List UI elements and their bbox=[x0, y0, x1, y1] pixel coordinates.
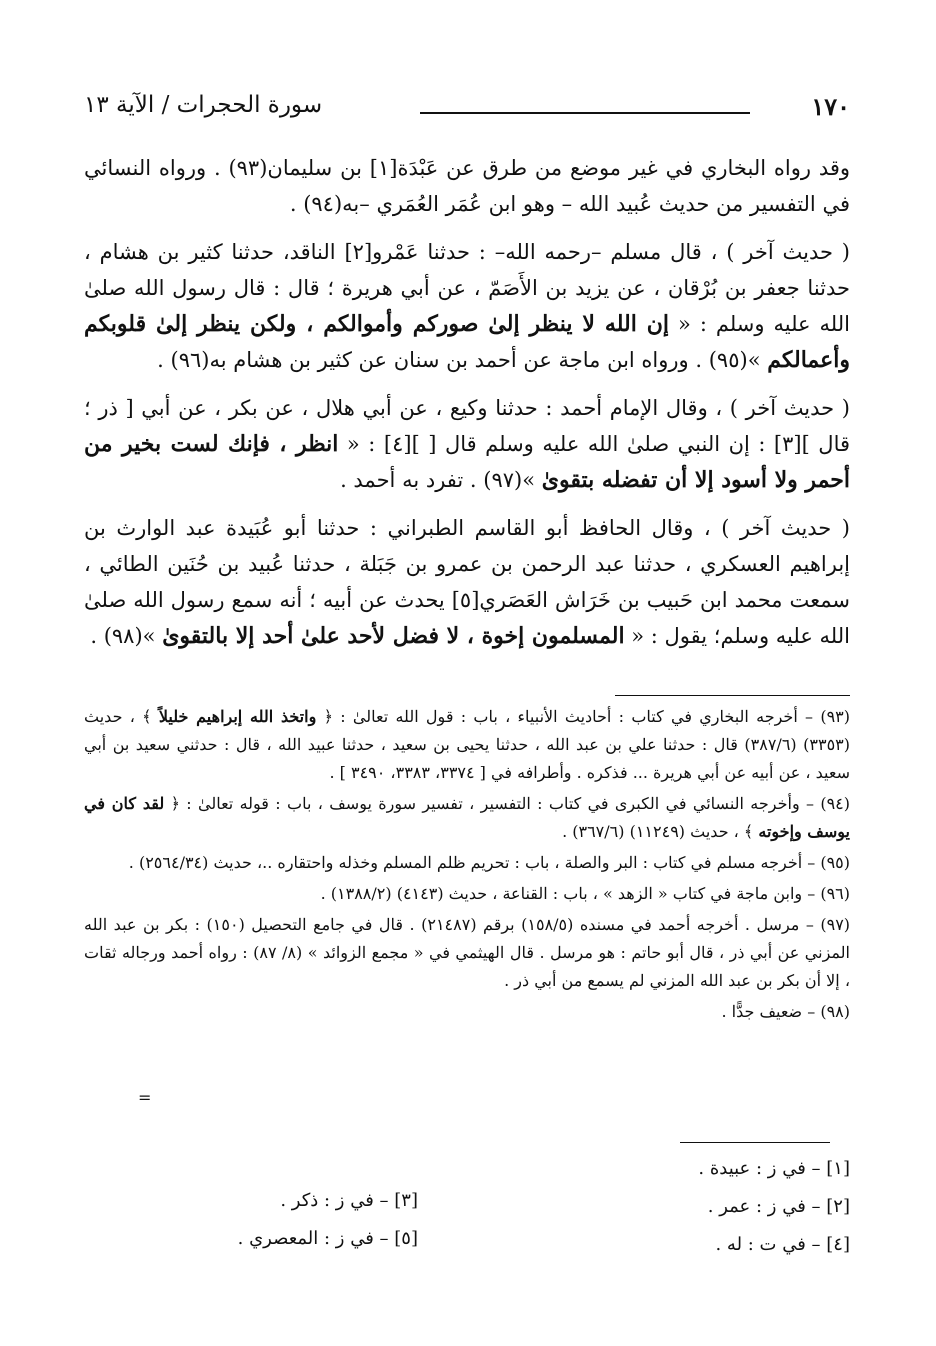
surah-reference: سورة الحجرات / الآية ١٣ bbox=[84, 92, 323, 118]
text-run: ﴾ ، حديث (٣٣٥٣) (٣٨٧/٦) قال : حدثنا علي بن عبد الله ، حدثنا يحيى بن سعيد ، حدثنا عبيد الله ، قال : حدثني سعيد بن أبي سعيد ، عن أبيه عن أبي هريرة ... فذكره . وأطرافه في [ ٣٣٧٤، ٣٣٨٣، ٣٤٩٠ ] . bbox=[84, 707, 850, 782]
paragraph bbox=[84, 150, 850, 222]
variant-note: [٥] – في ز : المعصري . bbox=[237, 1228, 418, 1249]
text-run: ﴾ ، حديث (١١٢٤٩) (٣٦٧/٦) . bbox=[562, 822, 759, 841]
text-run: [٥] bbox=[451, 588, 480, 612]
variant-note: [٣] – في ز : ذكر . bbox=[280, 1190, 418, 1211]
text-run: [٢] bbox=[344, 240, 373, 264]
footnote bbox=[84, 998, 850, 1026]
footnote bbox=[84, 849, 850, 877]
variant-note: [١] – في ز : عبيدة . bbox=[698, 1158, 850, 1179]
footnotes bbox=[84, 703, 850, 1029]
emphasized-text: انظر ، فإنك لست بخير من أحمر ولا أسود إلا أن تفضله بتقوىٰ bbox=[84, 431, 850, 493]
text-run: (٩٧) bbox=[483, 468, 523, 492]
text-run: (٩٤) – وأخرجه النسائي في الكبرى في كتاب : التفسير ، تفسير سورة يوسف ، باب : قوله تعالىٰ : ﴿ bbox=[164, 794, 851, 813]
header-rule bbox=[420, 112, 750, 114]
text-run: . ورواه ابن ماجة عن أحمد بن سنان عن كثير بن هشام به bbox=[209, 348, 709, 372]
text-run: » bbox=[747, 348, 768, 372]
text-run: (٩٨) bbox=[103, 624, 143, 648]
text-run: ( حديث آخر ) ، قال مسلم –رحمه الله– : حدثنا عَمْرو bbox=[372, 240, 850, 264]
text-run: . bbox=[289, 192, 304, 216]
text-run: (٩٤) bbox=[303, 192, 343, 216]
paragraph bbox=[84, 390, 850, 498]
page-header bbox=[84, 92, 850, 132]
text-run: (٩٥) bbox=[708, 348, 748, 372]
footnote-separator bbox=[615, 695, 850, 696]
text-run: » bbox=[522, 468, 542, 492]
text-run: وقد رواه البخاري في غير موضع من طرق عن عَبْدَة bbox=[397, 156, 851, 180]
text-run: (٩٣) – أخرجه البخاري في كتاب : أحاديث الأنبياء ، باب : قول الله تعالىٰ : ﴿ bbox=[316, 707, 850, 726]
stray-mark: = bbox=[138, 1088, 152, 1107]
footnote bbox=[84, 880, 850, 908]
text-run: . ورواه النسائي في التفسير من حديث عُبيد الله – وهو ابن عُمَر العُمَري –به bbox=[84, 156, 850, 216]
text-run: » bbox=[142, 624, 163, 648]
text-run: : « bbox=[338, 432, 384, 456]
paragraph bbox=[84, 510, 850, 654]
text-run: : إن النبي صلىٰ الله عليه وسلم قال [ ] bbox=[411, 432, 774, 456]
emphasized-text: لقد كان في يوسف وإخوته bbox=[84, 794, 850, 841]
variants-separator bbox=[680, 1142, 830, 1143]
text-run: [٣] bbox=[773, 432, 802, 456]
text-run: (٩٣) bbox=[228, 156, 268, 180]
text-run: (٩٦) – وابن ماجة في كتاب « الزهد » ، باب : القناعة ، حديث (٤١٤٣) (١٣٨٨/٢) . bbox=[320, 884, 850, 903]
page-number: ١٧٠ bbox=[811, 92, 850, 121]
text-run: (٩٧) – مرسل . أخرجه أحمد في مسنده (١٥٨/٥) برقم (٢١٤٨٧) . قال في جامع التحصيل (١٥٠) : بكر بن عبد الله المزني عن أبي ذر ، قال أبو حاتم : هو مرسل . قال الهيثمي في « مجمع الزوائد » (٨/ ٨٧) : رواه أحمد ورجاله ثقات ، إلا أن بكر بن عبد الله المزني لم يسمع من أبي ذر . bbox=[84, 915, 851, 990]
footnote bbox=[84, 703, 850, 787]
variant-note: [٤] – في ت : له . bbox=[715, 1234, 850, 1255]
text-run: بن سليمان bbox=[267, 156, 370, 180]
text-run: يحدث عن أبيه ؛ أنه سمع رسول الله صلىٰ الله عليه وسلم؛ يقول : « bbox=[84, 588, 850, 648]
variant-readings bbox=[84, 1158, 850, 1268]
emphasized-text: المسلمون إخوة ، لا فضل لأحد علىٰ أحد إلا بالتقوىٰ bbox=[162, 623, 625, 649]
text-run: (٩٨) – ضعيف جدًّا . bbox=[721, 1002, 850, 1021]
footnote bbox=[84, 790, 850, 846]
text-run: . تفرد به أحمد . bbox=[340, 468, 484, 492]
text-run: ( حديث آخر ) ، وقال الحافظ أبو القاسم الطبراني : حدثنا أبو عُبَيدة عبد الوارث بن إبراهيم العسكري ، حدثنا عبد الرحمن بن عمرو بن جَبَلة ، حدثنا عُبيد بن حُنَين الطائي ، سمعت محمد ابن حَبيب بن خَرَاش العَصَري bbox=[84, 516, 850, 612]
variant-note: [٢] – في ز : عمر . bbox=[707, 1196, 850, 1217]
text-run: (٩٦) bbox=[170, 348, 210, 372]
text-run: [١] bbox=[369, 156, 398, 180]
text-run: الناقد، حدثنا كثير بن هشام ، حدثنا جعفر بن بُرْقان ، عن يزيد بن الأَصَمّ ، عن أبي هريرة ؛ قال : قال رسول الله صلىٰ الله عليه وسلم : « bbox=[84, 240, 850, 336]
main-text bbox=[84, 150, 850, 666]
emphasized-text: إن الله لا ينظر إلىٰ صوركم وأموالكم ، ولكن ينظر إلىٰ قلوبكم وأعمالكم bbox=[84, 311, 850, 373]
text-run: ( حديث آخر ) ، وقال الإمام أحمد : حدثنا وكيع ، عن أبي هلال ، عن بكر ، عن أبي [ ذر ؛ قال ] bbox=[84, 396, 851, 456]
text-run: . bbox=[90, 624, 104, 648]
text-run: [٤] bbox=[383, 432, 412, 456]
text-run: (٩٥) – أخرجه مسلم في كتاب : البر والصلة ، باب : تحريم ظلم المسلم وخذله واحتقاره ..، حديث (٢٥٦٤/٣٤) . bbox=[128, 853, 850, 872]
paragraph bbox=[84, 234, 850, 378]
text-run: . bbox=[157, 348, 171, 372]
emphasized-text: واتخذ الله إبراهيم خليلاً bbox=[158, 707, 317, 726]
footnote bbox=[84, 911, 850, 995]
